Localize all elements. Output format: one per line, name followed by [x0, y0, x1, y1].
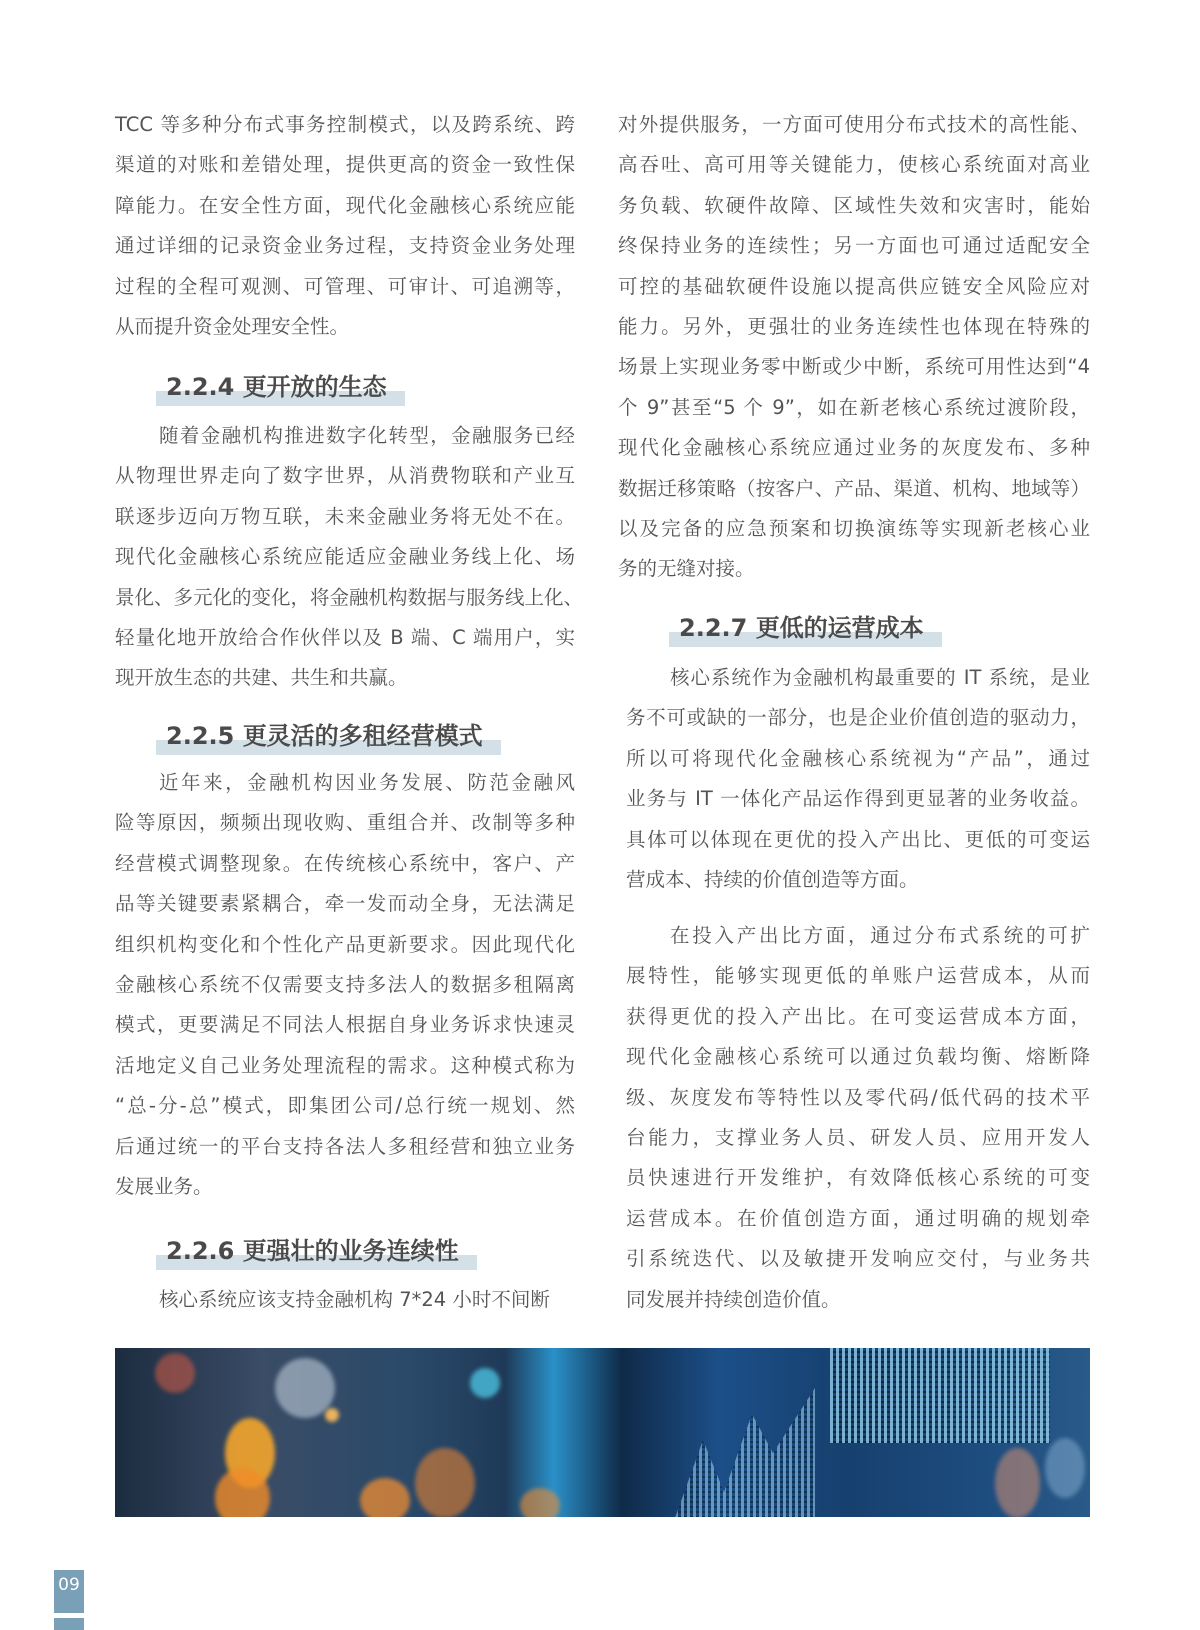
- section-heading-2-2-5: [166, 719, 483, 753]
- text-line: 场景上实现业务零中断或少中断，系统可用性达到“4: [618, 355, 1090, 379]
- section-2-2-7-paragraph-1: [626, 658, 1090, 900]
- text-line: 组织机构变化和个性化产品更新要求。因此现代化: [115, 932, 575, 956]
- text-line: 渠道的对账和差错处理，提供更高的资金一致性保: [115, 153, 575, 177]
- text-line: 发展业务。: [115, 1174, 213, 1198]
- text-line: 台能力，支撑业务人员、研发人员、应用开发人: [626, 1125, 1090, 1149]
- heading-text: 2.2.4 更开放的生态: [166, 373, 387, 401]
- heading-text: 2.2.6 更强壮的业务连续性: [166, 1237, 459, 1265]
- text-line: 获得更优的投入产出比。在可变运营成本方面，: [626, 1004, 1090, 1028]
- text-line: 营成本、持续的价值创造等方面。: [626, 867, 919, 891]
- text-line: 务的无缝对接。: [618, 557, 755, 581]
- text-line: 后通过统一的平台支持各法人多租经营和独立业务: [115, 1134, 575, 1158]
- text-line: TCC 等多种分布式事务控制模式，以及跨系统、跨: [115, 113, 575, 136]
- text-line: 障能力。在安全性方面，现代化金融核心系统应能: [115, 193, 575, 217]
- text-line: 景化、多元化的变化，将金融机构数据与服务线上化、: [115, 585, 584, 609]
- heading-text: 2.2.5 更灵活的多租经营模式: [166, 722, 483, 750]
- text-line: 对外提供服务，一方面可使用分布式技术的高性能、: [618, 113, 1090, 136]
- text-line: 展特性，能够实现更低的单账户运营成本，从而: [626, 964, 1090, 988]
- text-line: 在投入产出比方面，通过分布式系统的可扩: [670, 924, 1090, 947]
- text-line: 运营成本。在价值创造方面，通过明确的规划牵: [626, 1206, 1090, 1230]
- text-line: 务不可或缺的一部分，也是企业价值创造的驱动力，: [626, 706, 1090, 730]
- section-2-2-5-paragraph: [115, 763, 575, 1207]
- text-line: 金融核心系统不仅需要支持多法人的数据多租隔离: [115, 972, 575, 996]
- text-line: 模式，更要满足不同法人根据自身业务诉求快速灵: [115, 1013, 575, 1037]
- text-line: 品等关键要素紧耦合，牵一发而动全身，无法满足: [115, 892, 575, 916]
- page-number: 09: [54, 1570, 84, 1613]
- text-line: 级、灰度发布等特性以及零代码/低代码的技术平: [626, 1085, 1090, 1109]
- text-line: 从而提升资金处理安全性。: [115, 314, 350, 338]
- text-line: “总-分-总”模式，即集团公司/总行统一规划、然: [115, 1094, 575, 1118]
- text-line: 核心系统应该支持金融机构 7*24 小时不间断: [159, 1288, 550, 1311]
- section-2-2-4-paragraph: [115, 416, 584, 699]
- text-line: 活地定义自己业务处理流程的需求。这种模式称为: [115, 1053, 575, 1077]
- page-tab-decoration: [54, 1618, 84, 1630]
- text-line: 可控的基础软硬件设施以提高供应链安全风险应对: [618, 274, 1090, 298]
- text-line: 终保持业务的连续性；另一方面也可通过适配安全: [618, 234, 1090, 258]
- text-line: 现代化金融核心系统应通过业务的灰度发布、多种: [618, 436, 1090, 460]
- text-line: 务负载、软硬件故障、区域性失效和灾害时，能始: [618, 193, 1090, 217]
- text-line: 核心系统作为金融机构最重要的 IT 系统，是业: [670, 666, 1090, 689]
- text-line: 经营模式调整现象。在传统核心系统中，客户、产: [115, 851, 575, 875]
- left-intro-paragraph: [115, 105, 575, 347]
- text-line: 高吞吐、高可用等关键能力，使核心系统面对高业: [618, 153, 1090, 177]
- text-line: 业务与 IT 一体化产品运作得到更显著的业务收益。: [626, 787, 1090, 811]
- text-line: 员快速进行开发维护，有效降低核心系统的可变: [626, 1166, 1090, 1190]
- text-line: 引系统迭代、以及敏捷开发响应交付，与业务共: [626, 1247, 1090, 1271]
- text-line: 从物理世界走向了数字世界，从消费物联和产业互: [115, 464, 575, 488]
- financial-market-photo: [115, 1348, 1090, 1517]
- text-line: 具体可以体现在更优的投入产出比、更低的可变运: [626, 827, 1090, 851]
- text-line: 所以可将现代化金融核心系统视为“产品”，通过: [626, 746, 1090, 770]
- text-line: 同发展并持续创造价值。: [626, 1287, 841, 1311]
- text-line: 近年来，金融机构因业务发展、防范金融风: [159, 771, 575, 794]
- text-line: 险等原因，频频出现收购、重组合并、改制等多种: [115, 811, 575, 835]
- text-line: 通过详细的记录资金业务过程，支持资金业务处理: [115, 234, 575, 258]
- text-line: 过程的全程可观测、可管理、可审计、可追溯等，: [115, 274, 575, 298]
- text-line: 现开放生态的共建、共生和共赢。: [115, 666, 408, 690]
- text-line: 联逐步迈向万物互联，未来金融业务将无处不在。: [115, 504, 575, 528]
- section-heading-2-2-4: [166, 370, 387, 404]
- text-line: 轻量化地开放给合作伙伴以及 B 端、C 端用户，实: [115, 625, 575, 649]
- section-2-2-6-paragraph: [115, 1280, 575, 1320]
- text-line: 随着金融机构推进数字化转型，金融服务已经: [159, 424, 575, 447]
- text-line: 数据迁移策略（按客户、产品、渠道、机构、地域等）: [618, 476, 1090, 500]
- text-line: 以及完备的应急预案和切换演练等实现新老核心业: [618, 516, 1090, 540]
- heading-text: 2.2.7 更低的运营成本: [679, 614, 924, 642]
- text-line: 能力。另外，更强壮的业务连续性也体现在特殊的: [618, 314, 1090, 338]
- text-line: 现代化金融核心系统可以通过负载均衡、熔断降: [626, 1045, 1090, 1069]
- section-heading-2-2-7: [679, 611, 924, 645]
- text-line: 个 9”甚至“5 个 9”，如在新老核心系统过渡阶段，: [618, 395, 1090, 419]
- section-heading-2-2-6: [166, 1234, 459, 1268]
- text-line: 现代化金融核心系统应能适应金融业务线上化、场: [115, 545, 575, 569]
- right-continuation-paragraph: [618, 105, 1090, 590]
- section-2-2-7-paragraph-2: [626, 916, 1090, 1320]
